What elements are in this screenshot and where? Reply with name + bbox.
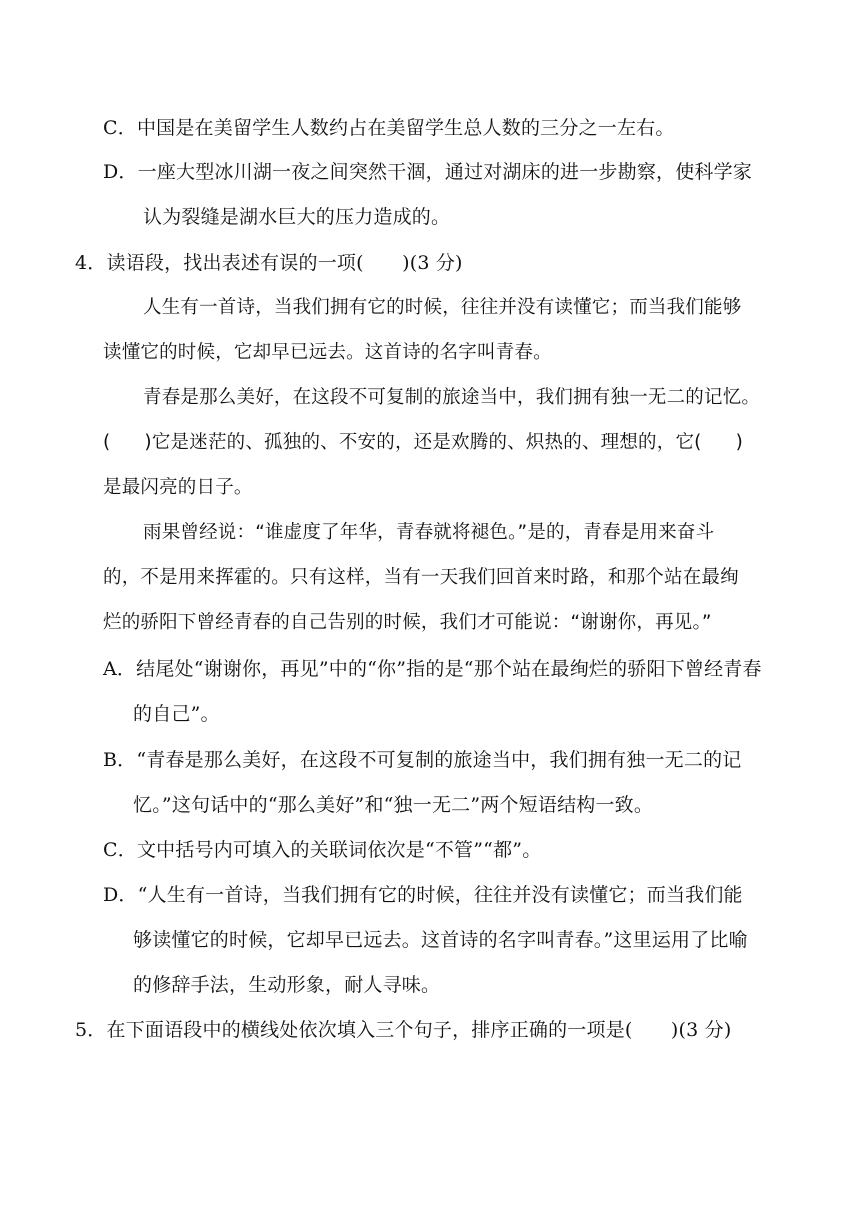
q4-passage-p3-line1: 雨果曾经说：“谁虚度了年华，青春就将褪色。”是的，青春是用来奋斗	[143, 522, 715, 543]
q4-passage-p1-line2: 读懂它的时候，它却早已远去。这首诗的名字叫青春。	[103, 342, 552, 363]
q4-passage-p2-line3: 是最闪亮的日子。	[103, 477, 253, 498]
q4-option-b-line1: B．“青春是那么美好，在这段不可复制的旅途当中，我们拥有独一无二的记	[103, 749, 742, 771]
q4-passage-p2-line1: 青春是那么美好，在这段不可复制的旅途当中，我们拥有独一无二的记忆。	[143, 387, 761, 408]
q4-option-d-line3: 的修辞手法，生动形象，耐人寻味。	[133, 974, 441, 996]
q4-option-a-line2: 的自己”。	[133, 703, 220, 725]
q4-option-a-line1: A．结尾处“谢谢你，再见”中的“你”指的是“那个站在最绚烂的骄阳下曾经青春	[103, 658, 762, 680]
q3-option-d-line2: 认为裂缝是湖水巨大的压力造成的。	[143, 206, 451, 228]
q3-option-d-line1: D．一座大型冰川湖一夜之间突然干涸，通过对湖床的进一步勘察，使科学家	[103, 161, 753, 183]
q4-stem: 4．读语段，找出表述有误的一项( )(3 分)	[75, 252, 463, 274]
q5-stem: 5．在下面语段中的横线处依次填入三个句子，排序正确的一项是( )(3 分)	[75, 1019, 732, 1041]
q4-option-b-line2: 忆。”这句话中的“那么美好”和“独一无二”两个短语结构一致。	[133, 794, 654, 816]
blank-paren-close: )	[735, 432, 743, 453]
q4-option-d-line1: D．“人生有一首诗，当我们拥有它的时候，往往并没有读懂它；而当我们能	[103, 884, 743, 906]
q4-passage-p1-line1: 人生有一首诗，当我们拥有它的时候，往往并没有读懂它；而当我们能够	[143, 297, 742, 318]
q4-option-c: C．文中括号内可填入的关联词依次是“不管”“都”。	[103, 839, 542, 861]
q3-option-c: C．中国是在美留学生人数约占在美留学生总人数的三分之一左右。	[103, 117, 675, 139]
blank-paren-open: (	[103, 432, 111, 453]
q4-option-d-line2: 够读懂它的时候，它却早已远去。这首诗的名字叫青春。”这里运用了比喻	[133, 929, 748, 951]
q4-passage-p2-line2-text: )它是迷茫的、孤独的、不安的，还是欢腾的、炽热的、理想的，它(	[144, 432, 702, 453]
q4-passage-p3-line3: 烂的骄阳下曾经青春的自己告别的时候，我们才可能说：“谢谢你，再见。”	[103, 612, 712, 633]
q4-passage-p2-line2	[103, 431, 743, 455]
q4-passage-p3-line2: 的，不是用来挥霍的。只有这样，当有一天我们回首来时路，和那个站在最绚	[103, 567, 739, 588]
